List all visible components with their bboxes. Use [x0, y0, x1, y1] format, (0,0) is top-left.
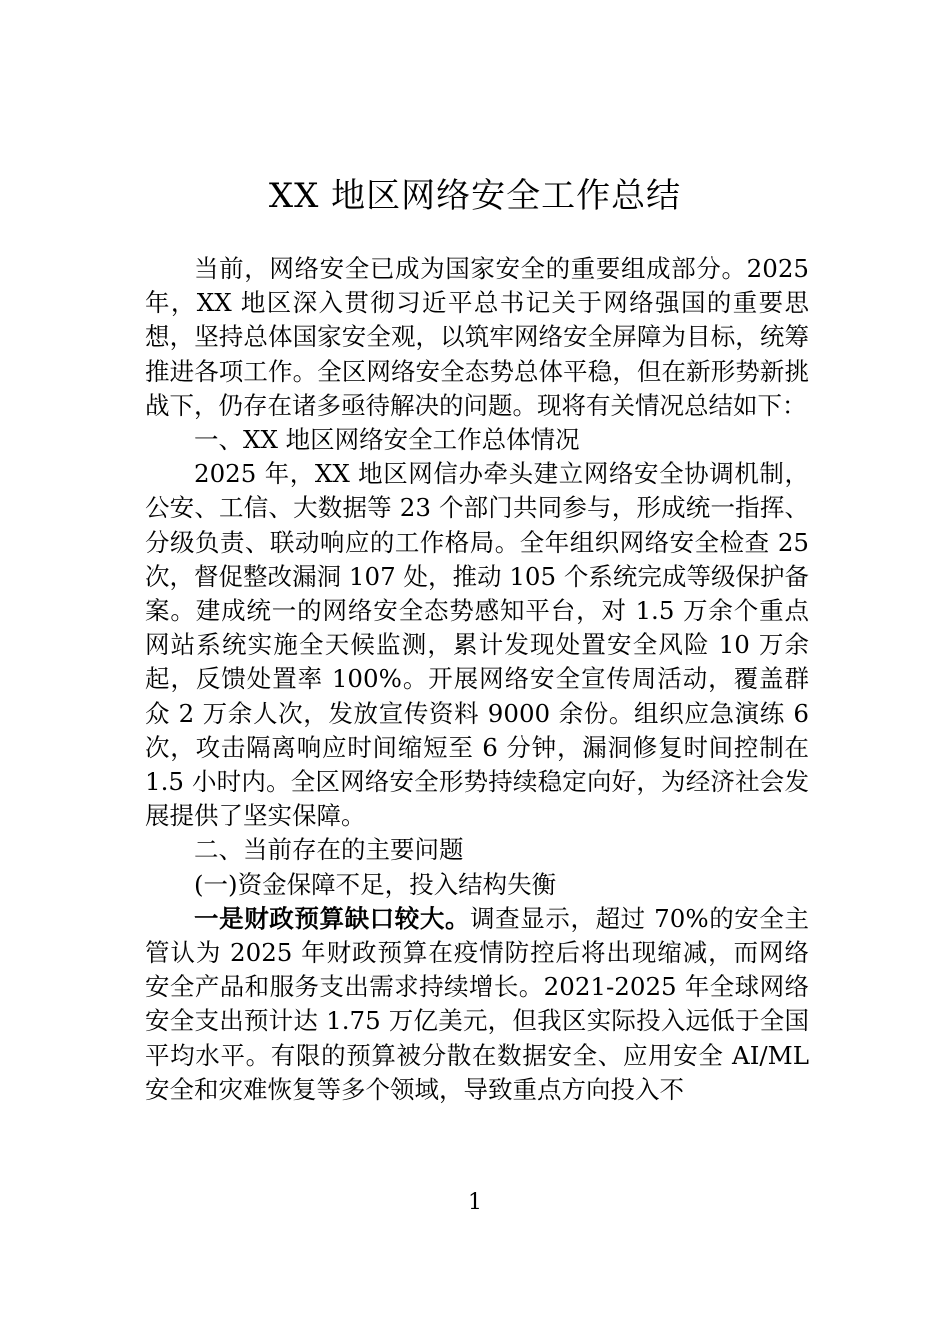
subsection-heading-1: (一)资金保障不足，投入结构失衡 [194, 869, 557, 899]
section-heading-2: 二、当前存在的主要问题 [194, 835, 464, 865]
point-1-paragraph [145, 902, 809, 1107]
page-number: 1 [468, 1190, 482, 1215]
document-body [145, 252, 809, 1107]
point-1-body: 调查显示，超过 70%的安全主管认为 2025 年财政预算在疫情防控后将出现缩减，而网络安全产品和服务支出需求持续增长。2021-2025 年全球网络安全支出预计达 1.75 万亿美元，但我区实际投入远低于全国平均水平。有限的预算被分散在数据安全、应用安全 AI/ML 安全和灾难恢复等多个领域，导致重点方向投入不 [145, 903, 809, 1104]
document-title: XX 地区网络安全工作总结 [268, 176, 682, 216]
intro-paragraph: 当前，网络安全已成为国家安全的重要组成部分。2025 年，XX 地区深入贯彻习近平总书记关于网络强国的重要思想，坚持总体国家安全观，以筑牢网络安全屏障为目标，统筹推进各项工作。全区网络安全态势总体平稳，但在新形势新挑战下，仍存在诸多亟待解决的问题。现将有关情况总结如下： [145, 254, 809, 420]
point-1-lead: 一是财政预算缺口较大。 [194, 903, 471, 933]
section-heading-1: 一、XX 地区网络安全工作总体情况 [194, 425, 580, 455]
section-1-paragraph: 2025 年，XX 地区网信办牵头建立网络安全协调机制，公安、工信、大数据等 23 个部门共同参与，形成统一指挥、分级负责、联动响应的工作格局。全年组织网络安全检查 25 次，督促整改漏洞 107 处，推动 105 个系统完成等级保护备案。建成统一的网络安全态势感知平台，对 1.5 万余个重点网站系统实施全天候监测，累计发现处置安全风险 10 万余起，反馈处置率 100%。开展网络安全宣传周活动，覆盖群众 2 万余人次，发放宣传资料 9000 余份。组织应急演练 6 次，攻击隔离响应时间缩短至 6 分钟，漏洞修复时间控制在 1.5 小时内。全区网络安全形势持续稳定向好，为经济社会发展提供了坚实保障。 [145, 459, 809, 831]
